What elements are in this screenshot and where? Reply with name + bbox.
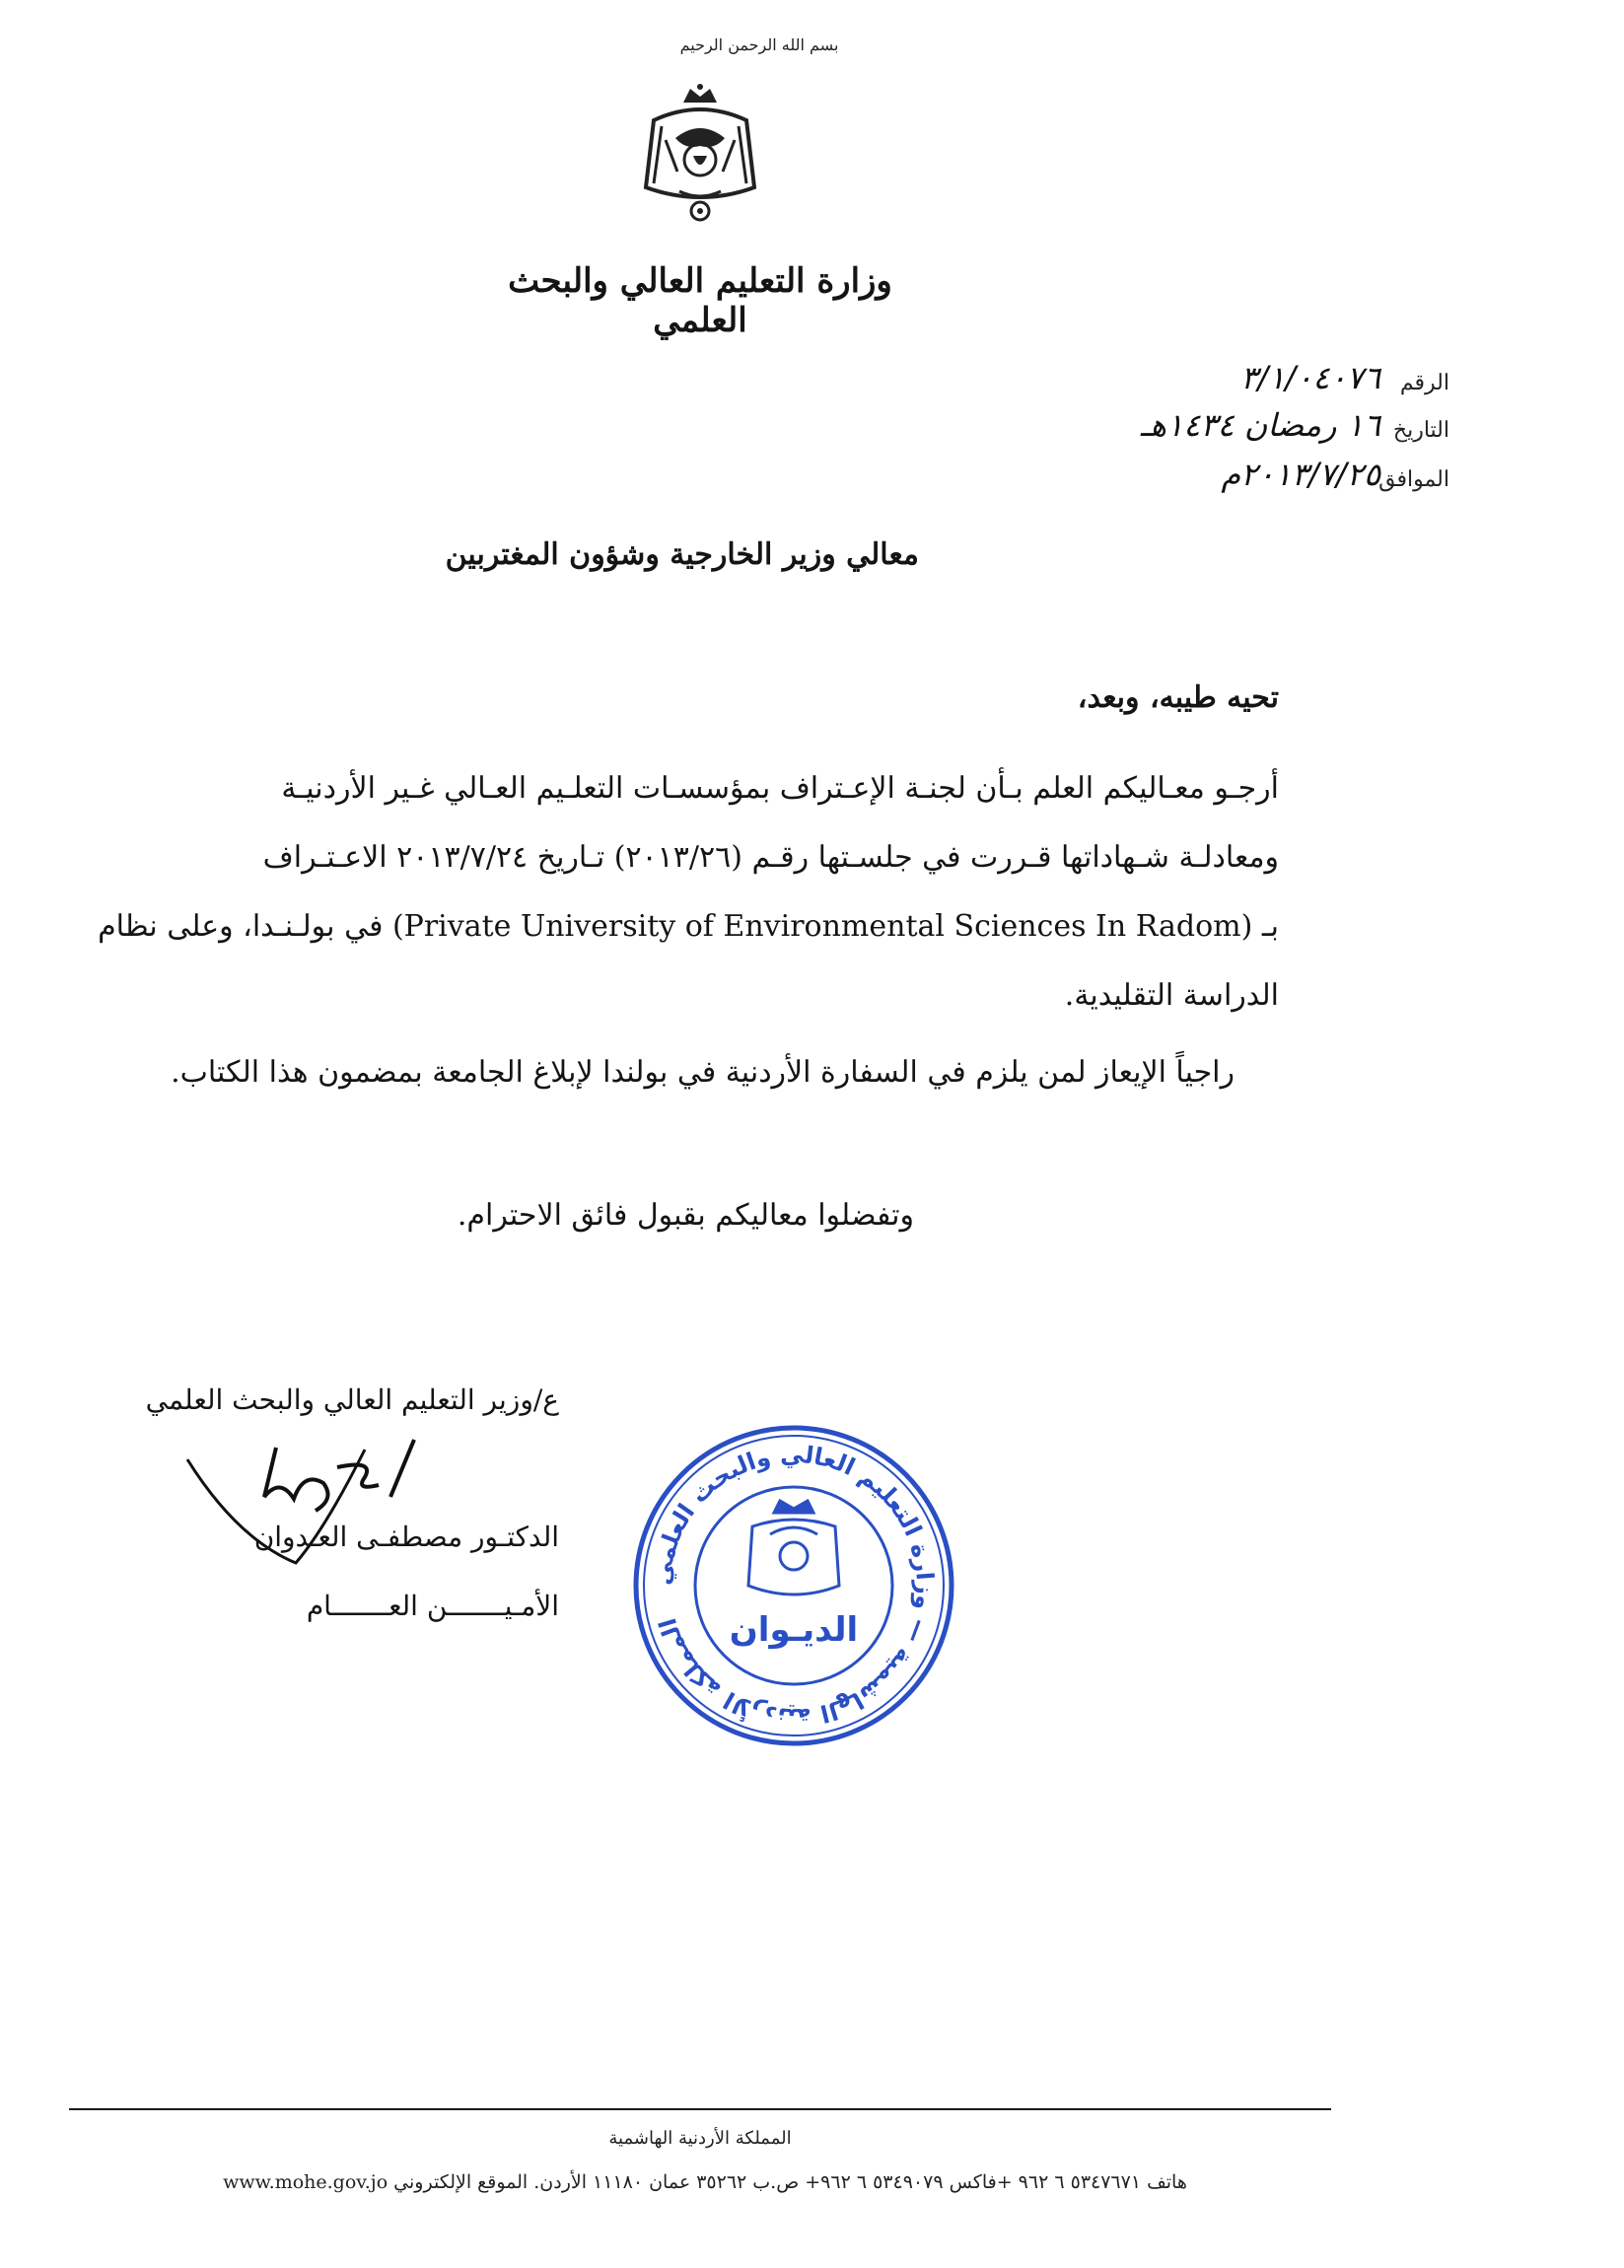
reference-number-value: ٣/١/٠٤٠٧٦ — [1240, 359, 1380, 396]
footer-divider — [69, 2108, 1331, 2110]
paragraph1-line4: الدراسة التقليدية. — [1064, 978, 1279, 1013]
signatory-name: الدكتـور مصطفـى العـدوان — [253, 1521, 559, 1553]
letterhead — [0, 0, 1624, 340]
paragraph1-line2: ومعادلـة شـهاداتها قـررت في جلسـتها رقـم (٢٠١٣/٢٦) تـاريخ ٢٠١٣/٧/٢٤ الاعـتـراف — [262, 840, 1279, 875]
reference-date-row — [986, 406, 1449, 458]
paragraph1-line1: أرجـو معـاليكم العلم بـأن لجنـة الإعـتراف بمؤسسـات التعلـيم العـالي غـير الأردنيـة — [281, 771, 1279, 806]
addressee: معالي وزير الخارجية وشؤون المغتربين — [445, 537, 919, 572]
reference-number-label: الرقم — [1399, 371, 1449, 395]
jordan-coat-of-arms-icon — [636, 81, 764, 229]
svg-text:المملكة الأردنية الهاشمية — وز — [649, 1441, 940, 1731]
greeting: تحيه طيبه، وبعد، — [1077, 680, 1279, 715]
reference-equivalent-label: الموافق — [1378, 467, 1449, 492]
footer-kingdom: المملكة الأردنية الهاشمية — [608, 2128, 792, 2149]
basmala: بسم الله الرحمن الرحيم — [679, 35, 839, 54]
official-stamp — [626, 1418, 961, 1753]
signature-on-behalf: ع/وزير التعليم العالي والبحث العلمي — [145, 1383, 559, 1416]
reference-date-label: التاريخ — [1392, 418, 1449, 443]
signatory-title: الأمـيـــــــن العـــــــام — [306, 1590, 559, 1622]
stamp-outer-text: المملكة الأردنية الهاشمية — وزارة التعليم العالي والبحث العلمي — [648, 1440, 940, 1732]
stamp-center-text: الديـوان — [729, 1610, 859, 1650]
reference-date-value: ١٦ رمضان ١٤٣٤هـ — [1140, 406, 1380, 444]
reference-number-row — [986, 359, 1449, 410]
footer-contact: هاتف ٥٣٤٧٦٧١ ٦ ٩٦٢ +فاكس ٥٣٤٩٠٧٩ ٦ ٩٦٢+ ص.ب ٣٥٢٦٢ عمان ١١١٨٠ الأردن. الموقع الإلكتروني www.mohe.gov.jo — [223, 2171, 1187, 2193]
reference-equivalent-value: ٢٠١٣/٧/٢٥م — [1221, 456, 1380, 493]
closing-line: وتفضلوا معاليكم بقبول فائق الاحترام. — [457, 1198, 914, 1233]
paragraph1-line3: بـ (Private University of Environmental Sciences In Radom) في بولـنـدا، وعلى نظام — [98, 909, 1279, 944]
ministry-name: وزارة التعليم العالي والبحث العلمي — [508, 261, 892, 340]
reference-equivalent-row — [986, 456, 1449, 507]
paragraph2: راجياً الإيعاز لمن يلزم في السفارة الأردنية في بولندا لإبلاغ الجامعة بمضمون هذا الكتاب. — [171, 1055, 1235, 1090]
